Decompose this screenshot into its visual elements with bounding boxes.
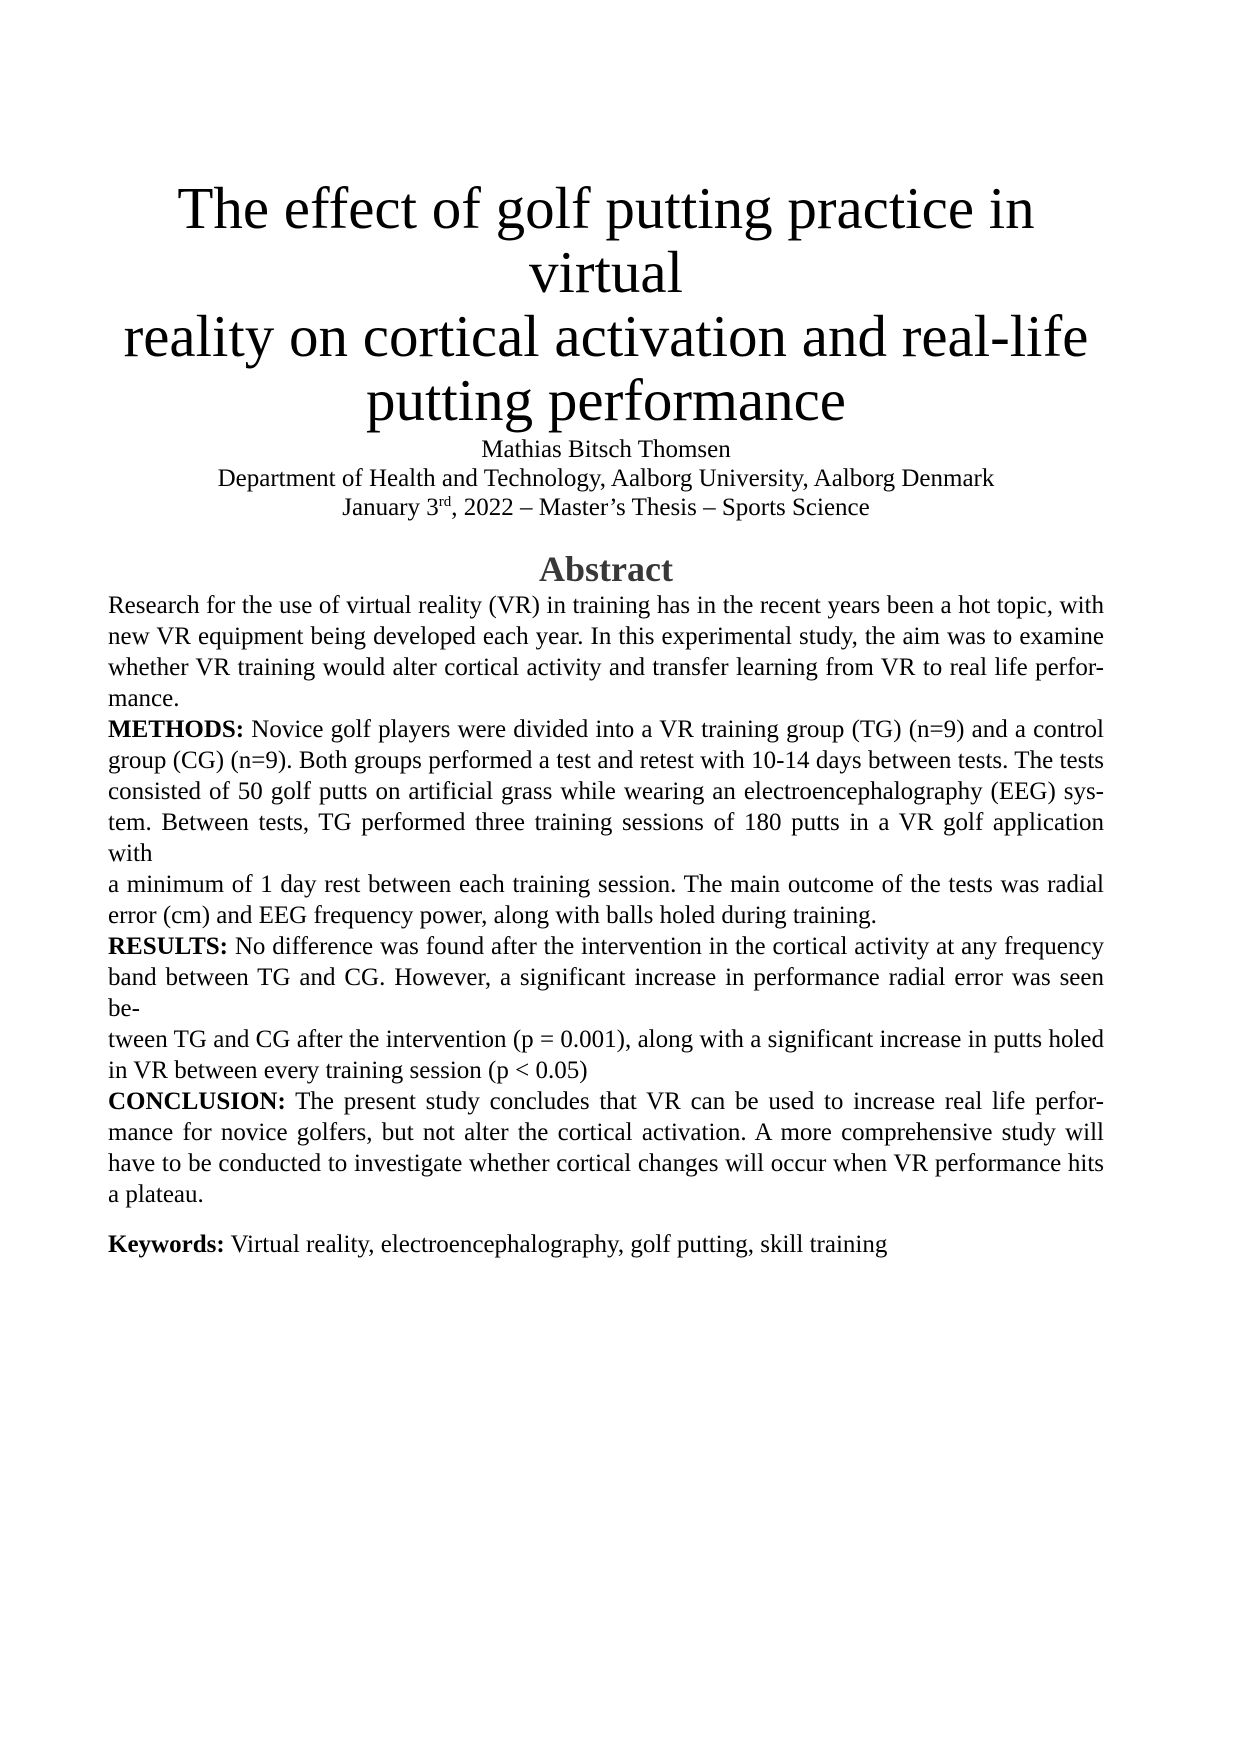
abstract-paragraph	[108, 590, 1104, 714]
date-prefix: January 3	[342, 494, 439, 521]
ordinal-superscript: rd	[438, 494, 452, 510]
abstract-line: consisted of 50 golf putts on artificial grass while wearing an electroencephalography (EEG) sys-	[108, 778, 1104, 805]
abstract-line: error (cm) and EEG frequency power, along with balls holed during training.	[108, 902, 877, 929]
abstract-body	[108, 590, 1104, 1210]
abstract-line: METHODS: Novice golf players were divided into a VR training group (TG) (n=9) and a control	[108, 716, 1104, 743]
abstract-paragraph	[108, 1086, 1104, 1210]
abstract-line: new VR equipment being developed each year. In this experimental study, the aim was to examine	[108, 623, 1104, 650]
abstract-line: band between TG and CG. However, a significant increase in performance radial error was seen be-	[108, 964, 1104, 1022]
abstract-line: tem. Between tests, TG performed three training sessions of 180 putts in a VR golf application with	[108, 809, 1104, 867]
abstract-line: a plateau.	[108, 1181, 204, 1208]
abstract-line: mance for novice golfers, but not alter the cortical activation. A more comprehensive study will	[108, 1119, 1104, 1146]
abstract-line: Research for the use of virtual reality (VR) in training has in the recent years been a hot topic, with	[108, 592, 1104, 619]
abstract-line: whether VR training would alter cortical activity and transfer learning from VR to real life perfor-	[108, 654, 1104, 681]
date-line	[108, 493, 1104, 522]
affiliation: Department of Health and Technology, Aalborg University, Aalborg Denmark	[217, 465, 995, 492]
keywords-line	[108, 1229, 1104, 1260]
abstract-line: in VR between every training session (p < 0.05)	[108, 1057, 588, 1084]
paragraph-label: RESULTS:	[108, 933, 228, 960]
abstract-line: CONCLUSION: The present study concludes that VR can be used to increase real life perfor-	[108, 1088, 1104, 1115]
text-column	[108, 176, 1104, 1260]
paragraph-label: CONCLUSION:	[108, 1088, 286, 1115]
abstract-line: tween TG and CG after the intervention (p = 0.001), along with a significant increase in putts holed	[108, 1026, 1104, 1053]
abstract-heading: Abstract	[539, 549, 673, 589]
keywords-label: Keywords:	[108, 1231, 225, 1258]
date-suffix: , 2022 – Master’s Thesis – Sports Science	[451, 494, 870, 521]
keywords-text: Virtual reality, electroencephalography, golf putting, skill training	[230, 1231, 888, 1258]
paragraph-label: METHODS:	[108, 716, 245, 743]
author: Mathias Bitsch Thomsen	[481, 436, 731, 463]
abstract-line: a minimum of 1 day rest between each training session. The main outcome of the tests was radial	[108, 871, 1104, 898]
abstract-paragraph	[108, 931, 1104, 1086]
abstract-line: RESULTS: No difference was found after the intervention in the cortical activity at any frequency	[108, 933, 1104, 960]
title-line: reality on cortical activation and real-life	[123, 303, 1089, 369]
abstract-line: group (CG) (n=9). Both groups performed a test and retest with 10-14 days between tests. The tests	[108, 747, 1104, 774]
title-meta	[108, 435, 1104, 522]
title-line: putting performance	[365, 367, 846, 433]
abstract-line: mance.	[108, 685, 180, 712]
title-line: The effect of golf putting practice in virtual	[177, 175, 1035, 305]
abstract-paragraph	[108, 714, 1104, 931]
paper-title	[108, 176, 1104, 432]
abstract-line: have to be conducted to investigate whether cortical changes will occur when VR performance hits	[108, 1150, 1104, 1177]
